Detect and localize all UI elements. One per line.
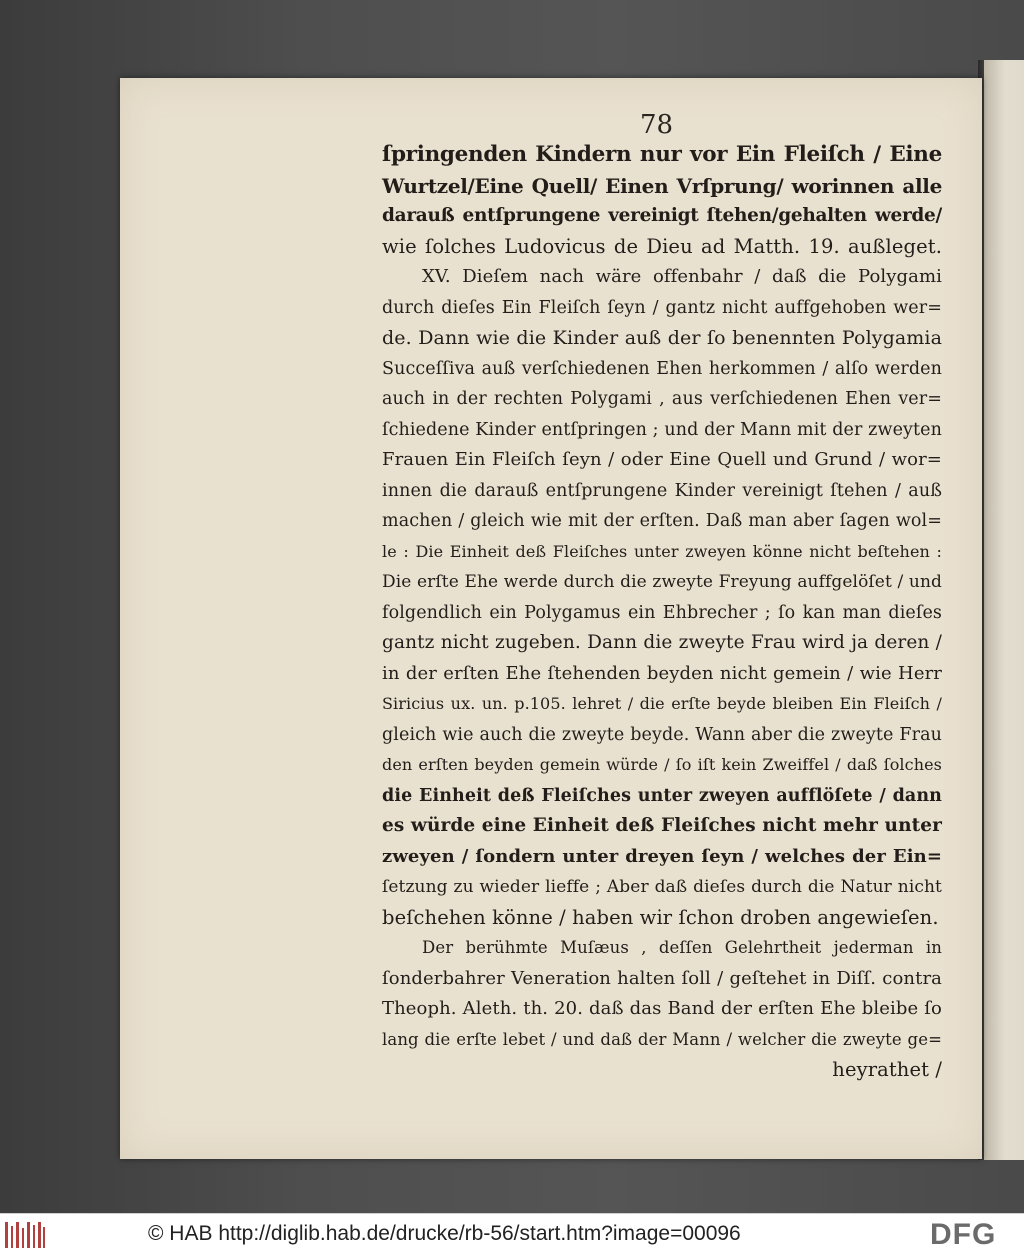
text-line: ſpringenden Kindern nur vor Ein Fleiſch / Eine [382, 142, 942, 167]
hab-barcode-logo-icon [4, 1220, 46, 1250]
text-line: lang die erſte lebet / und daß der Mann / welcher die zweyte ge= [382, 1029, 942, 1049]
catchword: heyrathet / [832, 1058, 942, 1081]
text-line: ſonderbahrer Veneration halten ſoll / geſtehet in Diſſ. contra [382, 967, 942, 989]
text-line: Siricius ux. un. p.105. lehret / die erſte beyde bleiben Ein Fleiſch / [382, 694, 942, 713]
text-line: gantz nicht zugeben. Dann die zweyte Frau wird ja deren / [382, 632, 942, 653]
text-line: Der berühmte Muſæus , deſſen Gelehrtheit jederman in [422, 938, 942, 957]
text-line: Die erſte Ehe werde durch die zweyte Freyung auffgelöſet / und [382, 572, 942, 592]
text-line: ſchiedene Kinder entſpringen ; und der Mann mit der zweyten [382, 419, 942, 440]
text-line: den erſten beyden gemein würde / ſo iſt kein Zweiffel / daß ſolches [382, 755, 942, 774]
text-line: innen die darauß entſprungene Kinder vereinigt ſtehen / auß [382, 480, 942, 501]
text-line: de. Dann wie die Kinder auß der ſo benennten Polygamia [382, 327, 942, 349]
text-line: Succeſſiva auß verſchiedenen Ehen herkommen / alſo werden [382, 358, 942, 379]
adjacent-page-edge [984, 60, 1024, 1160]
book-page [120, 78, 982, 1159]
page-number: 78 [640, 110, 674, 140]
text-line: es würde eine Einheit deß Fleiſches nicht mehr unter [382, 815, 942, 836]
text-line: wie ſolches Ludovicus de Dieu ad Matth. 19. außleget. [382, 234, 942, 258]
text-line: zweyen / ſondern unter dreyen ſeyn / welches der Ein= [382, 845, 942, 867]
text-line: ſetzung zu wieder lieffe ; Aber daß dieſes durch die Natur nicht [382, 877, 942, 897]
text-line: Theoph. Aleth. th. 20. daß das Band der erſten Ehe bleibe ſo [382, 998, 942, 1019]
text-line: in der erſten Ehe ſtehenden beyden nicht gemein / wie Herr [382, 662, 942, 684]
text-line: le : Die Einheit deß Fleiſches unter zweyen könne nicht beſtehen : [382, 541, 942, 561]
text-line: auch in der rechten Polygami , aus verſchiedenen Ehen ver= [382, 389, 942, 409]
text-line: machen / gleich wie mit der erſten. Daß man aber ſagen wol= [382, 511, 942, 531]
text-line: folgendlich ein Polygamus ein Ehbrecher ; ſo kan man dieſes [382, 602, 942, 623]
copyright-url: © HAB http://diglib.hab.de/drucke/rb-56/start.htm?image=00096 [148, 1222, 741, 1245]
text-line: darauß entſprungene vereinigt ſtehen/gehalten werde/ [382, 205, 942, 226]
text-line: Wurtzel/Eine Quell/ Einen Vrſprung/ worinnen alle [382, 173, 942, 198]
page-text [382, 140, 942, 1086]
text-line: gleich wie auch die zweyte beyde. Wann aber die zweyte Frau [382, 724, 942, 745]
text-line: die Einheit deß Fleiſches unter zweyen aufflöſete / dann [382, 785, 942, 806]
text-line: beſchehen könne / haben wir ſchon droben angewieſen. [382, 905, 939, 929]
text-line: Frauen Ein Fleiſch ſeyn / oder Eine Quell und Grund / wor= [382, 449, 942, 470]
text-line: XV. Dieſem nach wäre offenbahr / daß die Polygami [422, 266, 942, 287]
footer-bar [0, 1213, 1024, 1254]
text-line: durch dieſes Ein Fleiſch ſeyn / gantz nicht auffgehoben wer= [382, 297, 942, 318]
dfg-logo: DFG [930, 1218, 997, 1251]
